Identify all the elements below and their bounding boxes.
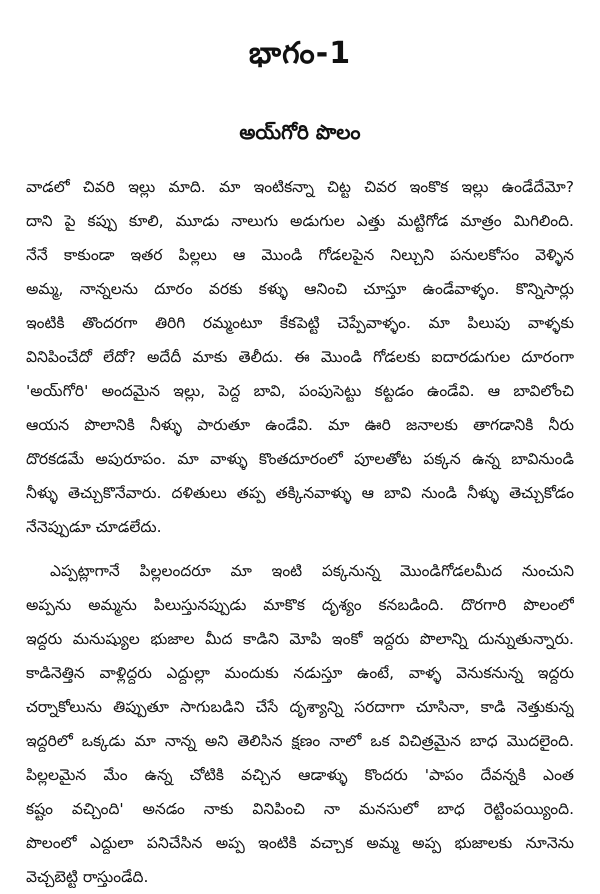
- paragraph-2: [26, 554, 574, 894]
- part-title: భాగం-1: [248, 36, 352, 71]
- text-line: అప్పను అమ్మను పిలుస్తునప్పుడు మాకొక దృశ్యం కనబడింది. దొరగారి పొలంలో: [26, 596, 574, 614]
- text-line: కాడినెత్తిన వాళ్లిద్దరు ఎద్దుల్లా మందుకు నడుస్తూ ఉంటే, వాళ్ళ వెనుకనున్న ఇద్దరు: [26, 664, 574, 682]
- text-line: వెచ్చబెట్టి రాస్తుండేది.: [26, 868, 149, 886]
- chapter-title: అయ్‌గోరి పొలం: [239, 120, 361, 144]
- text-line: ఎప్పట్లాగానే పిల్లలందరూ మా ఇంటి పక్కనున్న మొండిగోడలమీద నుంచుని: [50, 562, 574, 580]
- text-line: నేనెప్పుడూ చూడలేదు.: [26, 518, 162, 536]
- text-line: ఆయన పొలానికి నీళ్ళు పారుతూ ఉండేవి. మా ఊరి జనాలకు తాగడానికి నీరు: [26, 416, 574, 434]
- text-line: ఇద్దరిలో ఒక్కడు మా నాన్న అని తెలిసిన క్షణం నాలో ఒక విచిత్రమైన బాధ మొదలైంది.: [26, 732, 574, 750]
- text-line: నేనే కాకుండా ఇతర పిల్లలు ఆ మొండి గోడలపైన నిల్చుని పనులకోసం వెళ్ళిన: [26, 246, 574, 264]
- text-line: వాడలో చివరి ఇల్లు మాది. మా ఇంటికన్నా చిట్ట చివర ఇంకొక ఇల్లు ఉండేదేమో?: [26, 178, 574, 196]
- text-line: కష్టం వచ్చింది' అనడం నాకు వినిపించి నా మనసులో బాధ రెట్టింపయ్యింది.: [26, 800, 574, 818]
- text-line: పిల్లలమైన మేం ఉన్న చోటికి వచ్చిన ఆడాళ్ళు కొందరు 'పాపం దేవన్నకి ఎంత: [26, 766, 574, 784]
- text-line: ఇంటికి తొందరగా తిరిగి రమ్మంటూ కేకపెట్టి చెప్పేవాళ్ళం. మా పిలుపు వాళ్ళకు: [26, 314, 574, 332]
- text-line: దొరకడమే అపురూపం. మా వాళ్ళు కొంతదూరంలో పూలతోట పక్కన ఉన్న బావినుండి: [26, 450, 574, 468]
- text-line: నీళ్ళు తెచ్చుకొనేవారు. దళితులు తప్ప తక్కినవాళ్ళు ఆ బావి నుండి నీళ్ళు తెచ్చుకోడం: [26, 484, 574, 502]
- text-line: పొలంలో ఎద్దులా పనిచేసిన అప్ప ఇంటికి వచ్చాక అమ్మ అప్ప భుజాలకు నూనెను: [26, 834, 574, 852]
- text-line: అమ్మ, నాన్నలను దూరం వరకు కళ్ళు ఆనించి చూస్తూ ఉండేవాళ్ళం. కొన్నిసార్లు: [26, 280, 574, 298]
- text-line: ఇద్దరు మనుష్యుల భుజాల మీద కాడిని మోపి ఇంకో ఇద్దరు పొలాన్ని దున్నుతున్నారు.: [26, 630, 574, 648]
- paragraph-gap: [26, 544, 574, 554]
- text-line: 'అయ్‌గోరి' అందమైన ఇల్లు, పెద్ద బావి, పంపుసెట్టు కట్టడం ఉండేవి. ఆ బావిలోంచి: [26, 382, 574, 400]
- body-text: [26, 170, 574, 894]
- text-line: చర్నాకోలును తిప్పుతూ సాగుబడిని చేసే దృశ్యాన్ని సరదాగా చూసినా, కాడి నెత్తుకున్న: [26, 698, 574, 716]
- text-line: దాని పై కప్పు కూలి, మూడు నాలుగు అడుగుల ఎత్తు మట్టిగోడ మాత్రం మిగిలింది.: [26, 212, 574, 230]
- paragraph-1: [26, 170, 574, 544]
- text-line: వినిపించేదో లేదో? అదేదీ మాకు తెలీదు. ఈ మొండి గోడలకు ఐదారడుగుల దూరంగా: [26, 348, 574, 366]
